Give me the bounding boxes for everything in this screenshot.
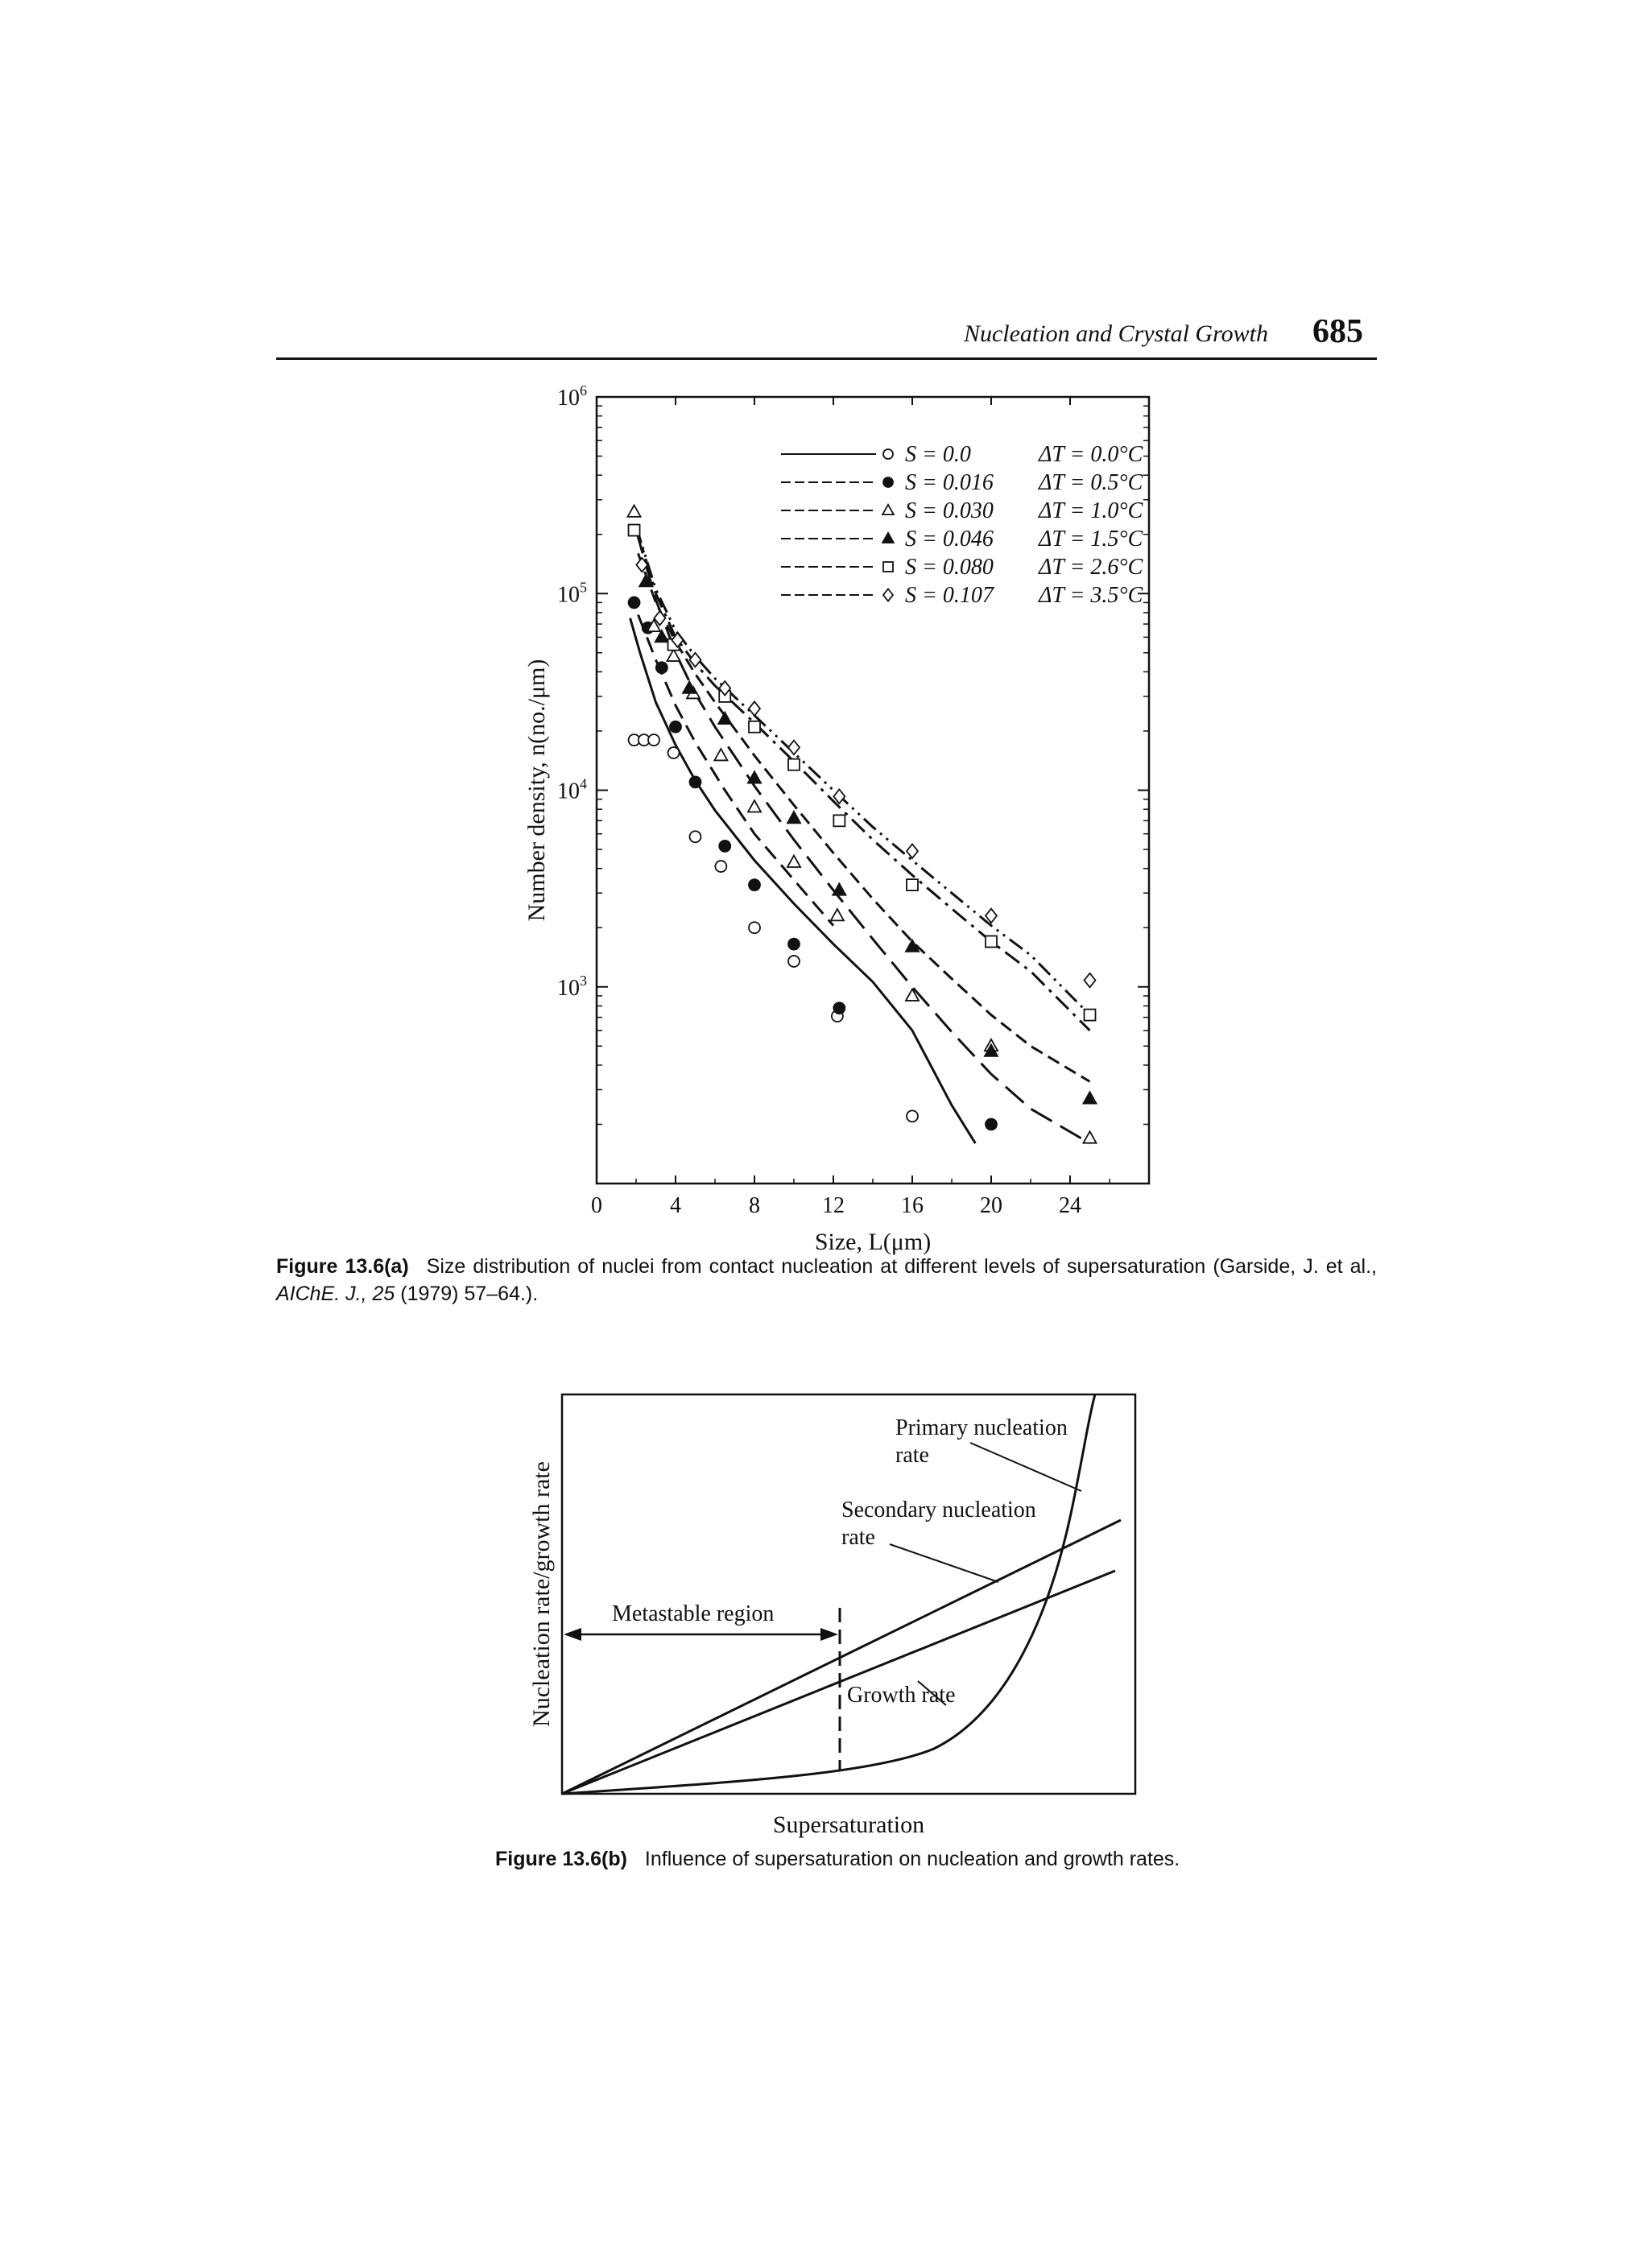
y-tick-label: $10^6$ [557,382,587,411]
page-number: 685 [1312,313,1363,350]
x-axis-label: Size, L(μm) [814,1229,932,1255]
open-diamond-marker [986,909,997,923]
legend-series-name: S = 0.046 [905,527,994,552]
x-axis-label: Supersaturation [772,1812,925,1838]
filled-circle-marker [690,776,701,787]
series-line-5 [636,527,1090,1031]
primary-leader [970,1443,1081,1491]
open-circle-marker [690,831,701,842]
secondary-nucleation-label-2: rate [841,1525,875,1550]
secondary-nucleation-label: Secondary nucleation [841,1498,1036,1522]
primary-nucleation-label: Primary nucleation [895,1415,1068,1440]
open-square-marker [883,562,893,572]
filled-circle-marker [670,721,681,733]
open-diamond-marker [749,701,760,716]
growth-rate-label: Growth rate [847,1683,956,1708]
open-diamond-marker [833,789,845,804]
open-circle-marker [715,861,726,872]
series-line-4 [639,553,1090,1081]
primary-nucleation-label-2: rate [895,1443,929,1468]
x-tick-label: 8 [749,1193,760,1218]
filled-triangle-marker [1083,1092,1096,1103]
legend-delta-t: ΔT = 0.0°C [1039,442,1143,467]
filled-triangle-marker [787,812,800,823]
open-triangle-marker [787,856,800,867]
open-square-marker [629,525,640,536]
filled-circle-marker [788,939,800,950]
filled-circle-marker [986,1118,997,1130]
open-square-marker [788,759,800,770]
x-tick-label: 24 [1059,1193,1081,1218]
open-square-marker [833,815,845,826]
open-square-marker [749,721,760,733]
secondary-nucleation-line [562,1520,1121,1794]
legend-delta-t: ΔT = 1.5°C [1039,527,1143,552]
open-diamond-marker [883,589,893,601]
open-square-marker [986,936,997,947]
filled-circle-marker [883,477,893,487]
figure-a-journal: AIChE. J., 25 [276,1283,395,1305]
figure-a-caption-text: Size distribution of nuclei from contact nucleation at different levels of supersaturation (Garside, J. et al., [426,1255,1377,1278]
legend-delta-t: ΔT = 1.0°C [1039,498,1143,523]
primary-nucleation-curve [562,1394,1095,1794]
filled-circle-marker [833,1002,845,1014]
series-line-3 [636,531,1090,1144]
series-line-6 [636,527,1090,1015]
legend-series-name: S = 0.030 [905,498,994,523]
x-tick-label: 0 [591,1193,602,1218]
open-circle-marker [648,734,659,746]
legend-delta-t: ΔT = 2.6°C [1039,555,1143,580]
open-circle-marker [668,747,680,758]
figure-b-chart [528,1394,1135,1838]
figure-b-caption [495,1845,1180,1873]
y-axis-label: Number density, n(no./μm) [523,659,550,922]
secondary-leader [890,1544,998,1582]
x-tick-label: 16 [901,1193,924,1218]
legend-series-name: S = 0.107 [905,583,994,608]
filled-triangle-marker [833,883,845,894]
figure-a-caption [276,1253,1377,1308]
filled-circle-marker [719,841,730,852]
open-circle-marker [788,956,800,967]
open-triangle-marker [831,909,844,920]
filled-triangle-marker [718,713,731,724]
legend-delta-t: ΔT = 3.5°C [1039,583,1143,608]
y-axis-label: Nucleation rate/growth rate [528,1461,555,1727]
open-square-marker [907,879,918,890]
open-diamond-marker [788,741,800,755]
open-triangle-marker [628,505,641,516]
open-diamond-marker [1085,973,1096,988]
open-circle-marker [907,1110,918,1122]
open-diamond-marker [690,653,701,667]
filled-circle-marker [629,597,640,608]
filled-triangle-marker [655,630,668,642]
open-diamond-marker [907,844,918,858]
figure-a-chart [523,382,1149,1255]
running-title: Nucleation and Crystal Growth [963,320,1268,347]
open-circle-marker [883,449,893,459]
filled-circle-marker [656,662,667,673]
filled-triangle-marker [882,533,894,543]
figure-a-label: Figure 13.6(a) [276,1255,409,1278]
metastable-arrowhead-left [564,1628,581,1641]
open-triangle-marker [882,505,894,514]
x-tick-label: 12 [822,1193,845,1218]
open-triangle-marker [667,650,680,661]
metastable-region-label: Metastable region [612,1601,775,1626]
legend-delta-t: ΔT = 0.5°C [1039,470,1143,495]
filled-circle-marker [749,879,760,890]
legend-series-name: S = 0.0 [905,442,971,467]
series-line-1 [630,618,976,1143]
legend-series-name: S = 0.016 [905,470,994,495]
legend-series-name: S = 0.080 [905,555,994,580]
x-tick-label: 20 [980,1193,1002,1218]
metastable-arrowhead-right [820,1628,838,1641]
open-square-marker [1085,1010,1096,1021]
open-triangle-marker [714,749,727,760]
open-triangle-marker [748,800,761,812]
figure-b-label: Figure 13.6(b) [495,1848,627,1870]
open-circle-marker [749,922,760,933]
y-tick-label: $10^4$ [557,775,587,804]
y-tick-label: $10^3$ [557,972,587,1001]
x-tick-label: 4 [670,1193,681,1218]
y-tick-label: $10^5$ [557,579,587,608]
figure-a-citation: (1979) 57–64.). [395,1283,539,1305]
open-triangle-marker [1083,1131,1096,1142]
figure-b-caption-text: Influence of supersaturation on nucleation and growth rates. [644,1848,1180,1870]
